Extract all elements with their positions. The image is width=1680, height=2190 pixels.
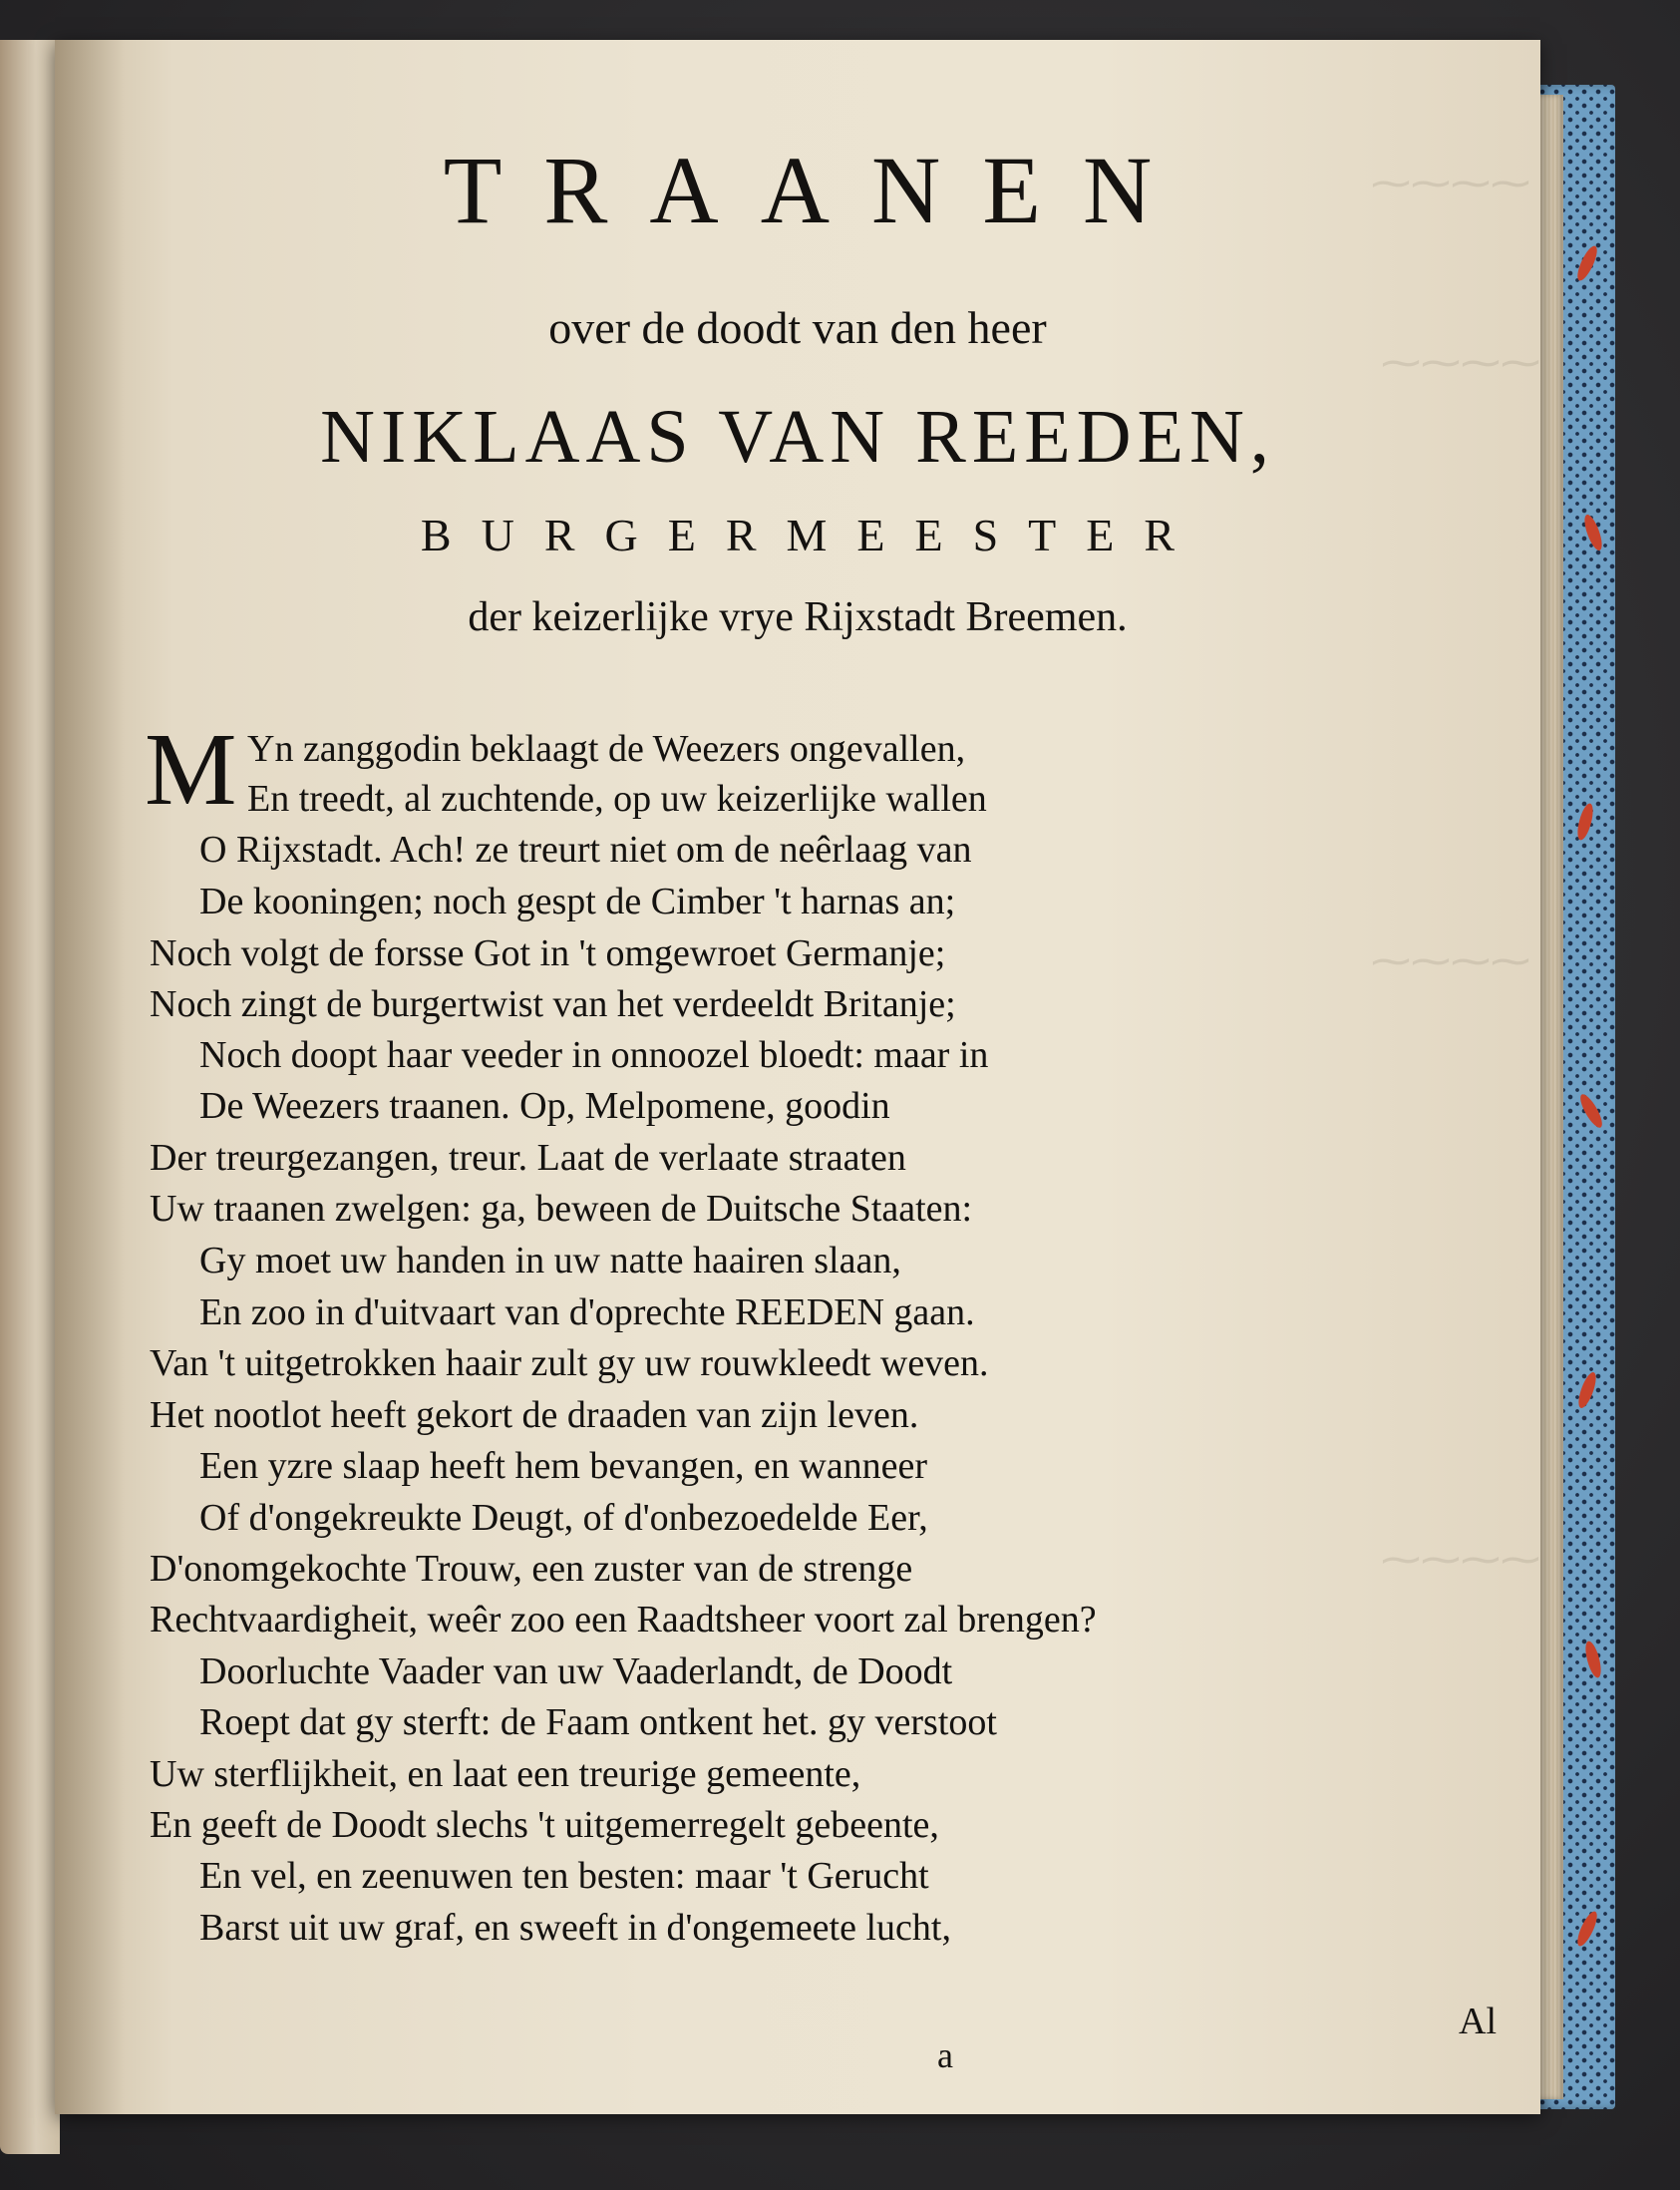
poem-line: En geeft de Doodt slechs 't uitgemerregelt gebeente, — [150, 1804, 939, 1846]
poem-line: Roept dat gy sterft: de Faam ontkent het. gy verstoot — [199, 1701, 997, 1743]
poem-line: Of d'ongekreukte Deugt, of d'onbezoedelde Eer, — [199, 1497, 928, 1539]
poem-line: O Rijxstadt. Ach! ze treurt niet om de neêrlaag van — [199, 829, 972, 871]
poem-line: Een yzre slaap heeft hem bevangen, en wanneer — [199, 1445, 928, 1487]
book-page — [55, 40, 1540, 2114]
show-through-decoration: ⁓⁓⁓⁓ — [1371, 938, 1530, 983]
poem-line: En zoo in d'uitvaart van d'oprechte REEDEN gaan. — [199, 1291, 975, 1333]
poem-line: Noch doopt haar veeder in onnoozel bloedt: maar in — [199, 1034, 989, 1076]
page-subtitle: over de doodt van den heer — [548, 302, 1047, 353]
facing-page-edge — [0, 40, 60, 2154]
poem-line: De Weezers traanen. Op, Melpomene, goodin — [199, 1085, 890, 1127]
poem-line: Noch volgt de forsse Got in 't omgewroet Germanje; — [150, 932, 946, 974]
poem-line: Rechtvaardigheit, weêr zoo een Raadtsheer voort zal brengen? — [150, 1599, 1097, 1641]
poem-line: Van 't uitgetrokken haair zult gy uw rouwkleedt weven. — [150, 1342, 989, 1384]
poem-line: Der treurgezangen, treur. Laat de verlaate straaten — [150, 1137, 906, 1179]
catchword: Al — [1459, 2001, 1497, 2042]
signature-mark: a — [937, 2035, 953, 2075]
drop-cap: M — [145, 712, 237, 827]
poem-line: Gy moet uw handen in uw natte haairen slaan, — [199, 1240, 901, 1281]
poem-line: Barst uit uw graf, en sweeft in d'ongemeete lucht, — [199, 1907, 951, 1949]
page-title: TRAANEN — [443, 137, 1194, 243]
poem-line: En vel, en zeenuwen ten besten: maar 't Gerucht — [199, 1855, 929, 1897]
poem-line: Het nootlot heeft gekort de draaden van zijn leven. — [150, 1394, 919, 1436]
poem-line: Uw traanen zwelgen: ga, beween de Duitsche Staaten: — [150, 1188, 973, 1230]
poem-line: Yn zanggodin beklaagt de Weezers ongevallen, — [247, 728, 966, 770]
show-through-decoration: ⁓⁓⁓⁓ — [1371, 161, 1530, 205]
poem-line: D'onomgekochte Trouw, een zuster van de strenge — [150, 1548, 913, 1590]
poem-line: Doorluchte Vaader van uw Vaaderlandt, de Doodt — [199, 1650, 953, 1692]
poem-line: Uw sterflijkheit, en laat een treurige gemeente, — [150, 1753, 861, 1795]
poem-line: De kooningen; noch gespt de Cimber 't harnas an; — [199, 881, 956, 922]
show-through-decoration: ⁓⁓⁓⁓ — [1381, 340, 1540, 385]
poem-line: En treedt, al zuchtende, op uw keizerlijke wallen — [247, 778, 987, 820]
honoree-office: BURGERMEESTER — [420, 510, 1205, 560]
honoree-city: der keizerlijke vrye Rijxstadt Breemen. — [468, 594, 1128, 640]
honoree-name: NIKLAAS VAN REEDEN, — [320, 395, 1275, 479]
poem-line: Noch zingt de burgertwist van het verdeeldt Britanje; — [150, 983, 956, 1025]
show-through-decoration: ⁓⁓⁓⁓ — [1381, 1537, 1540, 1582]
